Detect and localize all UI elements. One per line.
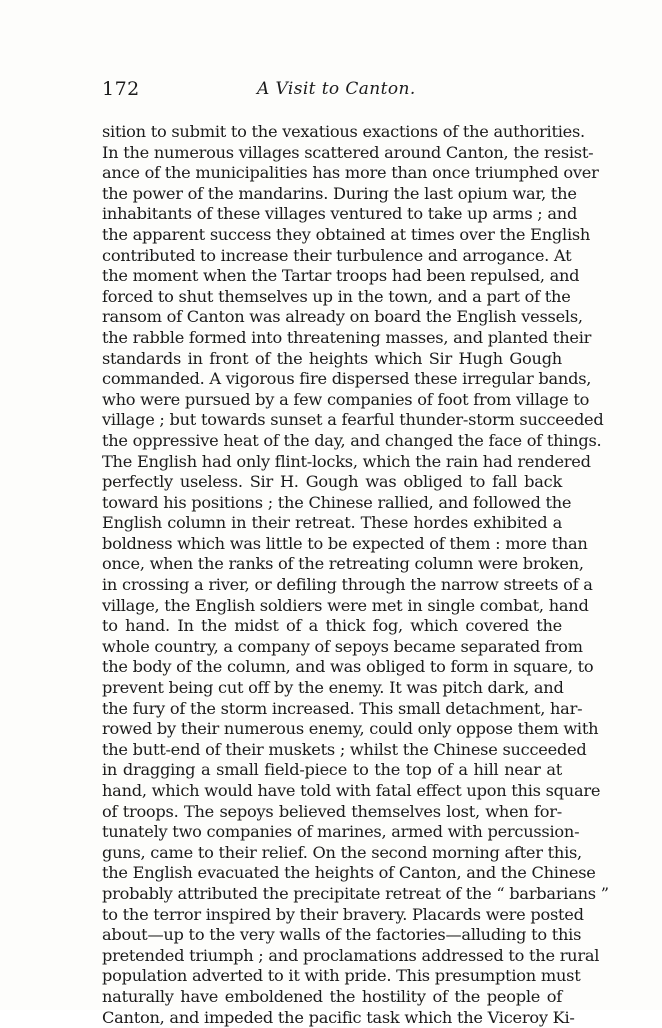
page-header [102,78,562,104]
text-line: to hand. In the midst of a thick fog, which covered the [102,616,562,636]
text-line: In the numerous villages scattered around Canton, the resist- [102,142,594,162]
text-line: boldness which was little to be expected of them : more than [102,533,588,553]
text-line: guns, came to their relief. On the second morning after this, [102,842,582,862]
text-line: to the terror inspired by their bravery. Placards were posted [102,904,584,924]
page-number: 172 [102,78,140,100]
text-line: of troops. The sepoys believed themselves lost, when for- [102,801,562,821]
text-line: in crossing a river, or defiling through the narrow streets of a [102,575,593,595]
text-line: probably attributed the precipitate retreat of the “ barbarians ” [102,883,609,903]
text-line: the rabble formed into threatening masses, and planted their [102,327,592,347]
text-line: the oppressive heat of the day, and changed the face of things. [102,430,602,450]
text-line: the fury of the storm increased. This small detachment, har- [102,698,583,718]
text-line: the English evacuated the heights of Canton, and the Chinese [102,863,596,883]
text-line: contributed to increase their turbulence and arrogance. At [102,245,572,265]
text-line: toward his positions ; the Chinese rallied, and followed the [102,492,572,512]
text-line: tunately two companies of marines, armed with percussion- [102,822,580,842]
text-line: the butt-end of their muskets ; whilst the Chinese succeeded [102,739,587,759]
text-line: prevent being cut off by the enemy. It was pitch dark, and [102,678,564,698]
text-line: village ; but towards sunset a fearful thunder-storm succeeded [102,410,604,430]
text-line: once, when the ranks of the retreating column were broken, [102,554,584,574]
text-line: the power of the mandarins. During the last opium war, the [102,183,577,203]
text-line: the apparent success they obtained at times over the English [102,224,591,244]
text-line: Canton, and impeded the pacific task which the Viceroy Ki- [102,1007,575,1027]
text-line: who were pursued by a few companies of foot from village to [102,389,590,409]
text-line: village, the English soldiers were met in single combat, hand [102,595,589,615]
text-line: whole country, a company of sepoys became separated from [102,636,583,656]
text-line: naturally have emboldened the hostility of the people of [102,986,562,1006]
text-line: in dragging a small field-piece to the top of a hill near at [102,760,562,780]
text-line: standards in front of the heights which Sir Hugh Gough [102,348,562,368]
text-line: perfectly useless. Sir H. Gough was obliged to fall back [102,472,562,492]
body-text [102,122,609,1028]
text-line: the body of the column, and was obliged to form in square, to [102,657,594,677]
running-title: A Visit to Canton. [257,79,416,99]
text-line: the moment when the Tartar troops had been repulsed, and [102,266,580,286]
text-line: sition to submit to the vexatious exactions of the authorities. [102,122,585,141]
text-line: ransom of Canton was already on board the English vessels, [102,307,583,327]
text-line: population adverted to it with pride. This presumption must [102,966,581,986]
text-line: pretended triumph ; and proclamations addressed to the rural [102,945,600,965]
text-line: English column in their retreat. These hordes exhibited a [102,513,562,533]
text-line: hand, which would have told with fatal effect upon this square [102,781,601,800]
text-line: rowed by their numerous enemy, could only oppose them with [102,719,599,739]
text-line: commanded. A vigorous fire dispersed these irregular bands, [102,369,592,389]
text-line: The English had only flint-locks, which the rain had rendered [102,451,591,471]
text-line: about—up to the very walls of the factories—alluding to this [102,925,582,945]
text-line: ance of the municipalities has more than once triumphed over [102,163,599,183]
text-line: forced to shut themselves up in the town, and a part of the [102,286,571,306]
text-line: inhabitants of these villages ventured to take up arms ; and [102,204,578,224]
